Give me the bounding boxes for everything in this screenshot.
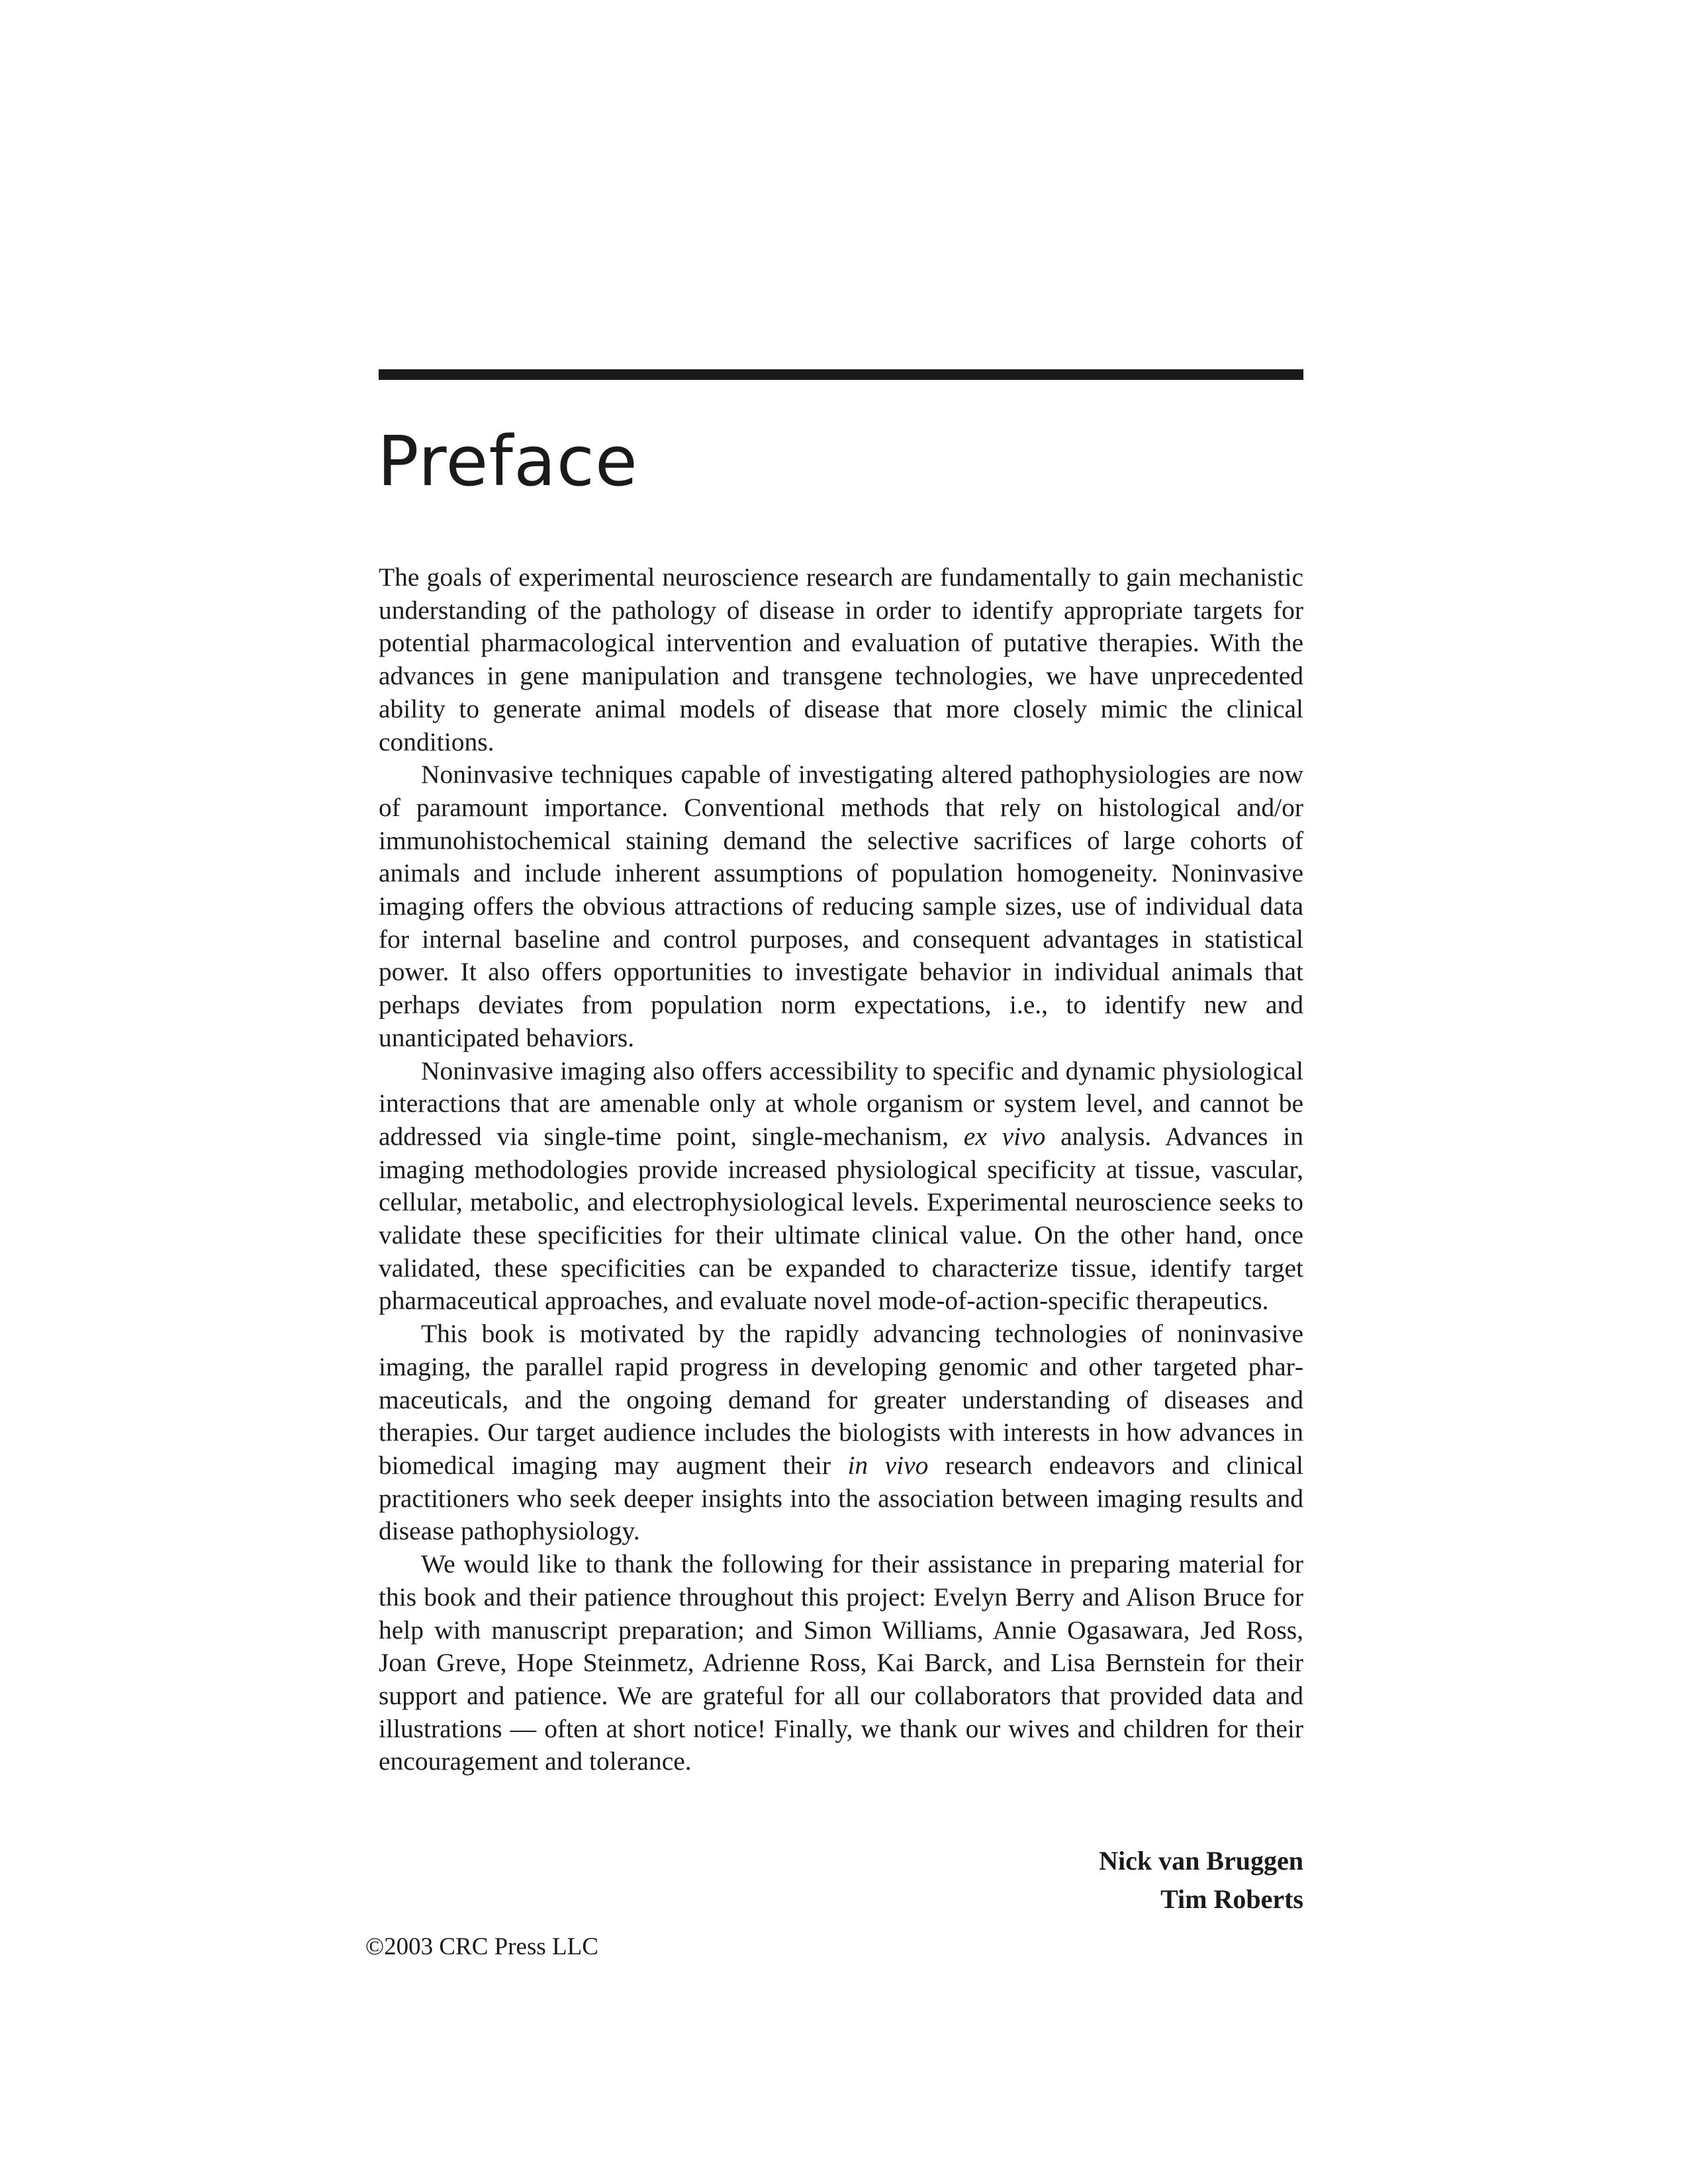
preface-body [379, 561, 1303, 1778]
paragraph-4 [379, 1318, 1303, 1548]
paragraph-3-text-b: analysis. Advances in imaging methodologies provide increased physiological specificity at tissue, vascular, cellular, metabolic, and electrophysiological levels. Experimental neuroscience seeks to validate these specificities for their ultimate clinical value. On the other hand, once validated, these specificities can be expanded to characterize tissue, identify target pharmaceutical approaches, and evaluate novel mode-of-action-specific therapeutics. [379, 1121, 1303, 1316]
paragraph-4-text-b: research endeavors and clinical practitioners who seek deeper insights into the association between imaging results and disease pathophysiology. [379, 1450, 1303, 1546]
paragraph-4-italic: in vivo [847, 1450, 929, 1480]
paragraph-5: We would like to thank the following for their assistance in preparing material for this book and their patience throughout this project: Evelyn Berry and Alison Bruce for help with manuscript preparation; and Simon Williams, Annie Ogasawara, Jed Ross, Joan Greve, Hope Steinmetz, Adrienne Ross, Kai Barck, and Lisa Bernstein for their support and patience. We are grateful for all our collaborators that provided data and illustrations — often at short notice! Finally, we thank our wives and children for their encouragement and tolerance. [379, 1549, 1303, 1776]
paragraph-4-text-a: This book is motivated by the rapidly advancing technologies of noninvasive imaging, the parallel rapid progress in developing genomic and other targeted pharmaceuticals, and the ongoing demand for greater understanding of diseases and therapies. Our target audience includes the biologists with interests in how advances in biomedical imaging may augment their [379, 1319, 1303, 1480]
page-title: Preface [377, 421, 638, 502]
paragraph-2: Noninvasive techniques capable of investigating altered pathophysiologies are now of paramount importance. Conventional methods that rely on histological and/or immunohistochemical staining demand the selective sacrifices of large cohorts of animals and include inherent assumptions of population homogeneity. Noninvasive imaging offers the obvious attractions of reducing sample sizes, use of individual data for internal baseline and control purposes, and consequent advantages in statistical power. It also offers opportunities to investigate behavior in individual animals that perhaps deviates from population norm expectations, i.e., to identify new and unanticipated behaviors. [379, 760, 1303, 1052]
paragraph-3-text-a: Noninvasive imaging also offers accessibility to specific and dynamic physiological interactions that are amenable only at whole organism or system level, and cannot be addressed via single-time point, single-mechanism, [379, 1056, 1303, 1151]
copyright-notice: ©2003 CRC Press LLC [365, 1933, 598, 1960]
paragraph-3 [379, 1055, 1303, 1318]
paragraph-1: The goals of experimental neuroscience research are fundamentally to gain mechanistic understanding of the pathology of disease in order to identify appropriate targets for potential pharmacological intervention and evaluation of putative therapies. With the advances in gene manipulation and transgene technologies, we have unprecedented ability to generate animal models of disease that more closely mimic the clinical conditions. [379, 563, 1303, 756]
signature-author-1: Nick van Bruggen [1099, 1846, 1303, 1876]
signature-author-2: Tim Roberts [1160, 1884, 1303, 1914]
paragraph-3-italic: ex vivo [963, 1121, 1046, 1151]
title-rule [379, 369, 1303, 380]
